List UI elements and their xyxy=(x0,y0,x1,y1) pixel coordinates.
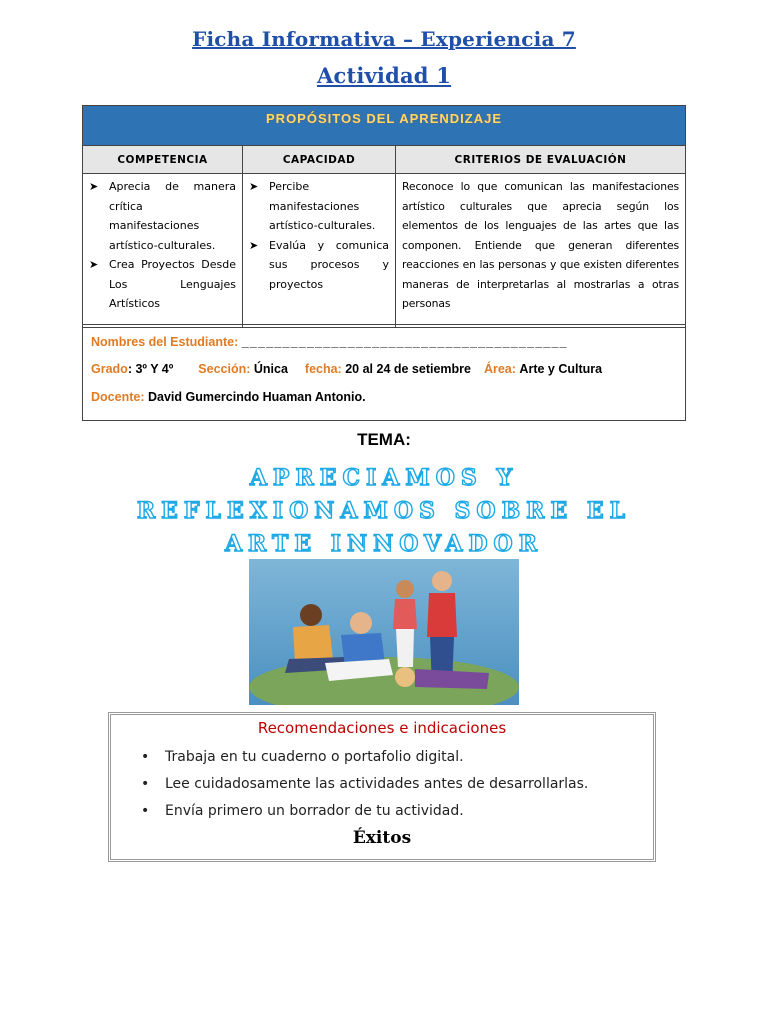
recommendations-title: Recomendaciones e indicaciones xyxy=(257,719,507,737)
recommendation-item: • Lee cuidadosamente las actividades antes de desarrollarlas. xyxy=(141,771,588,798)
student-info-box xyxy=(82,324,686,421)
document-title: Ficha Informativa – Experiencia 7 xyxy=(192,27,576,51)
recommendations-list xyxy=(141,744,588,825)
area-label: Área: xyxy=(483,362,516,376)
date-value: 20 al 24 de setiembre xyxy=(345,362,471,376)
section-value: Única xyxy=(253,362,288,376)
student-name-blank[interactable]: ________________________________________ xyxy=(241,335,568,349)
recommendation-item: • Trabaja en tu cuaderno o portafolio digital. xyxy=(141,744,588,771)
grade-label: Grado xyxy=(91,362,128,376)
activity-title: Actividad 1 xyxy=(316,63,452,88)
criterios-text: Reconoce lo que comunican las manifestaciones artístico culturales que aprecia según los elementos de los lenguajes de las artes que las componen. Entiende que generan diferentes reacciones en las personas y que existen diferentes maneras de interpretarlas al mostrarlas a otras personas xyxy=(402,180,680,310)
date-label: fecha: xyxy=(304,362,342,376)
students-illustration xyxy=(249,559,519,705)
purposes-table xyxy=(82,105,686,328)
course-details-row xyxy=(91,362,602,376)
area-value: Arte y Cultura xyxy=(519,362,603,376)
recommendation-item: • Envía primero un borrador de tu actividad. xyxy=(141,798,588,825)
topic-title-line: ARTE INNOVADOR xyxy=(224,531,543,557)
criterios-cell xyxy=(396,174,686,328)
teacher-label: Docente: xyxy=(91,390,145,404)
competencia-item: ➤ Aprecia de manera crítica manifestaciones artístico-culturales. xyxy=(89,177,236,255)
capacidad-item: ➤ Percibe manifestaciones artístico-culturales. xyxy=(249,177,389,236)
topic-title-line: REFLEXIONAMOS SOBRE EL xyxy=(136,498,632,524)
topic-title xyxy=(0,462,768,561)
student-name-row xyxy=(91,335,568,349)
column-header-competencia: COMPETENCIA xyxy=(83,146,243,174)
recommendations-box xyxy=(108,712,656,862)
closing-text: Éxitos xyxy=(352,828,412,848)
student-name-label: Nombres del Estudiante: xyxy=(91,335,239,349)
column-header-criterios: CRITERIOS DE EVALUACIÓN xyxy=(396,146,686,174)
column-header-capacidad: CAPACIDAD xyxy=(243,146,396,174)
teacher-row xyxy=(91,390,366,404)
teacher-value: David Gumercindo Huaman Antonio. xyxy=(147,390,366,404)
capacidad-cell xyxy=(243,174,396,328)
topic-title-line: APRECIAMOS Y xyxy=(249,465,519,491)
competencia-item: ➤ Crea Proyectos Desde Los Lenguajes Artísticos xyxy=(89,255,236,314)
competencia-cell xyxy=(83,174,243,328)
purposes-banner: PROPÓSITOS DEL APRENDIZAJE xyxy=(83,106,686,146)
topic-label: TEMA: xyxy=(357,430,411,449)
section-label: Sección: xyxy=(198,362,251,376)
capacidad-item: ➤ Evalúa y comunica sus procesos y proyectos xyxy=(249,236,389,295)
grade-value: : 3º Y 4º xyxy=(127,362,174,376)
